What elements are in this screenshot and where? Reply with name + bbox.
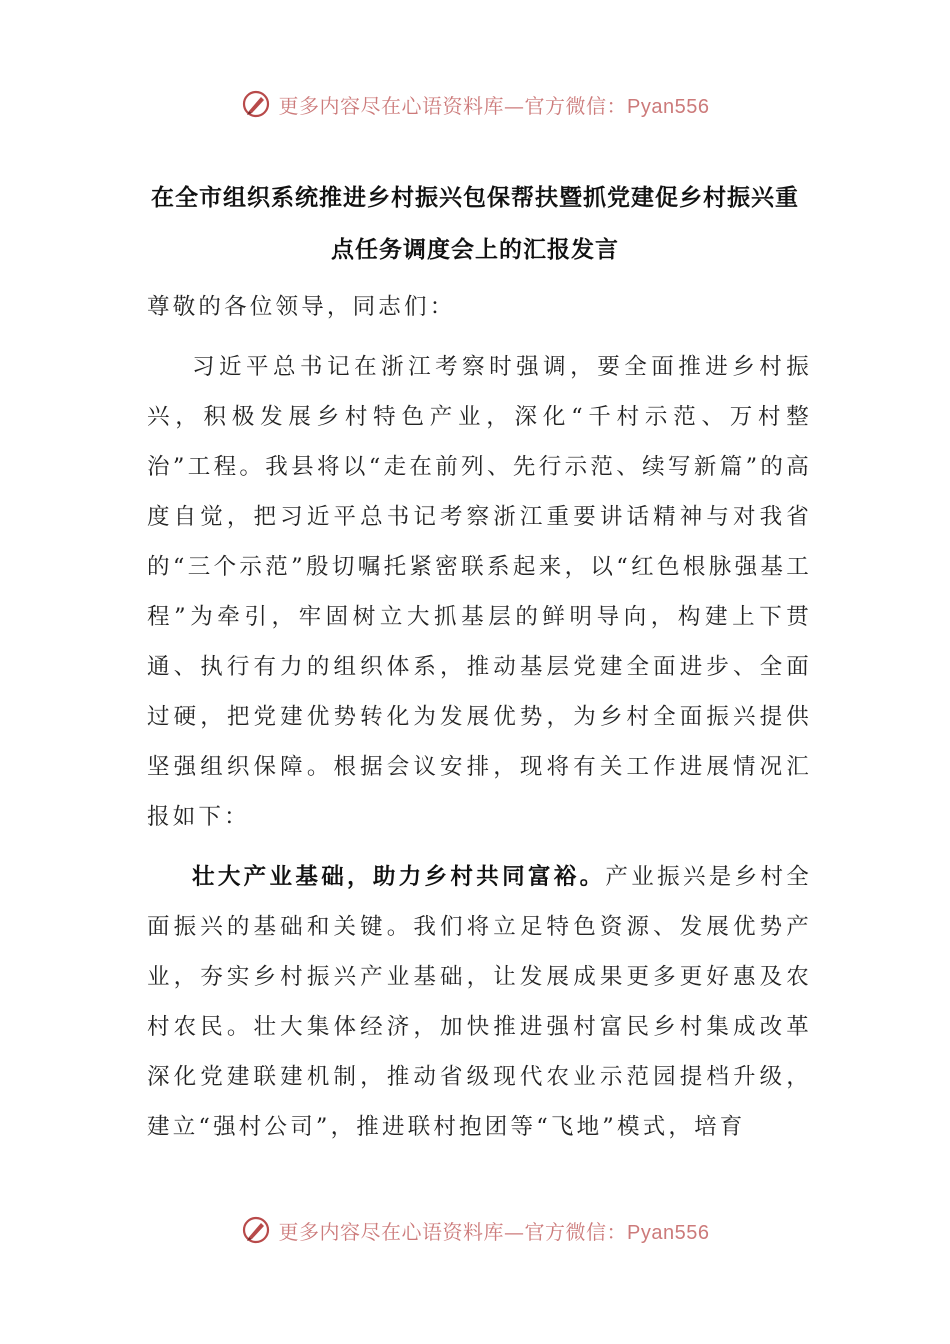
footer-watermark: [0, 1210, 950, 1250]
paragraph-lead-heading: 壮大产业基础，助力乡村共同富裕。: [192, 864, 606, 890]
document-title: 在全市组织系统推进乡村振兴包保帮扶暨抓党建促乡村振兴重点任务调度会上的汇报发言: [151, 185, 799, 263]
watermark-text: 更多内容尽在心语资料库—官方微信：Pyan556: [278, 93, 710, 118]
wechat-id: Pyan556: [627, 95, 710, 118]
wechat-id: Pyan556: [627, 1221, 710, 1244]
salutation: 尊敬的各位领导，同志们：: [147, 294, 456, 320]
pen-logo-icon: [241, 89, 271, 119]
paragraph-intro: 习近平总书记在浙江考察时强调，要全面推进乡村振兴，积极发展乡村特色产业，深化“千村示范、万村整治”工程。我县将以“走在前列、先行示范、续写新篇”的高度自觉，把习近平总书记考察浙江重要讲话精神与对我省的“三个示范”殷切嘱托紧密联系起来，以“红色根脉强基工程”为牵引，牢固树立大抓基层的鲜明导向，构建上下贯通、执行有力的组织体系，推动基层党建全面进步、全面过硬，把党建优势转化为发展优势，为乡村全面振兴提供坚强组织保障。根据会议安排，现将有关工作进展情况汇报如下：: [147, 354, 812, 830]
watermark-text: 更多内容尽在心语资料库—官方微信：Pyan556: [278, 1219, 710, 1244]
pen-logo-icon: [241, 1215, 271, 1245]
document-body: [147, 282, 812, 1152]
header-watermark: [0, 84, 950, 124]
paragraph-body: 产业振兴是乡村全面振兴的基础和关键。我们将立足特色资源、发展优势产业，夯实乡村振兴产业基础，让发展成果更多更好惠及农村农民。壮大集体经济，加快推进强村富民乡村集成改革深化党建联建机制，推动省级现代农业示范园提档升级，建立“强村公司”，推进联村抱团等“飞地”模式，培育: [147, 864, 812, 1140]
paragraph-industry: [147, 852, 812, 1152]
